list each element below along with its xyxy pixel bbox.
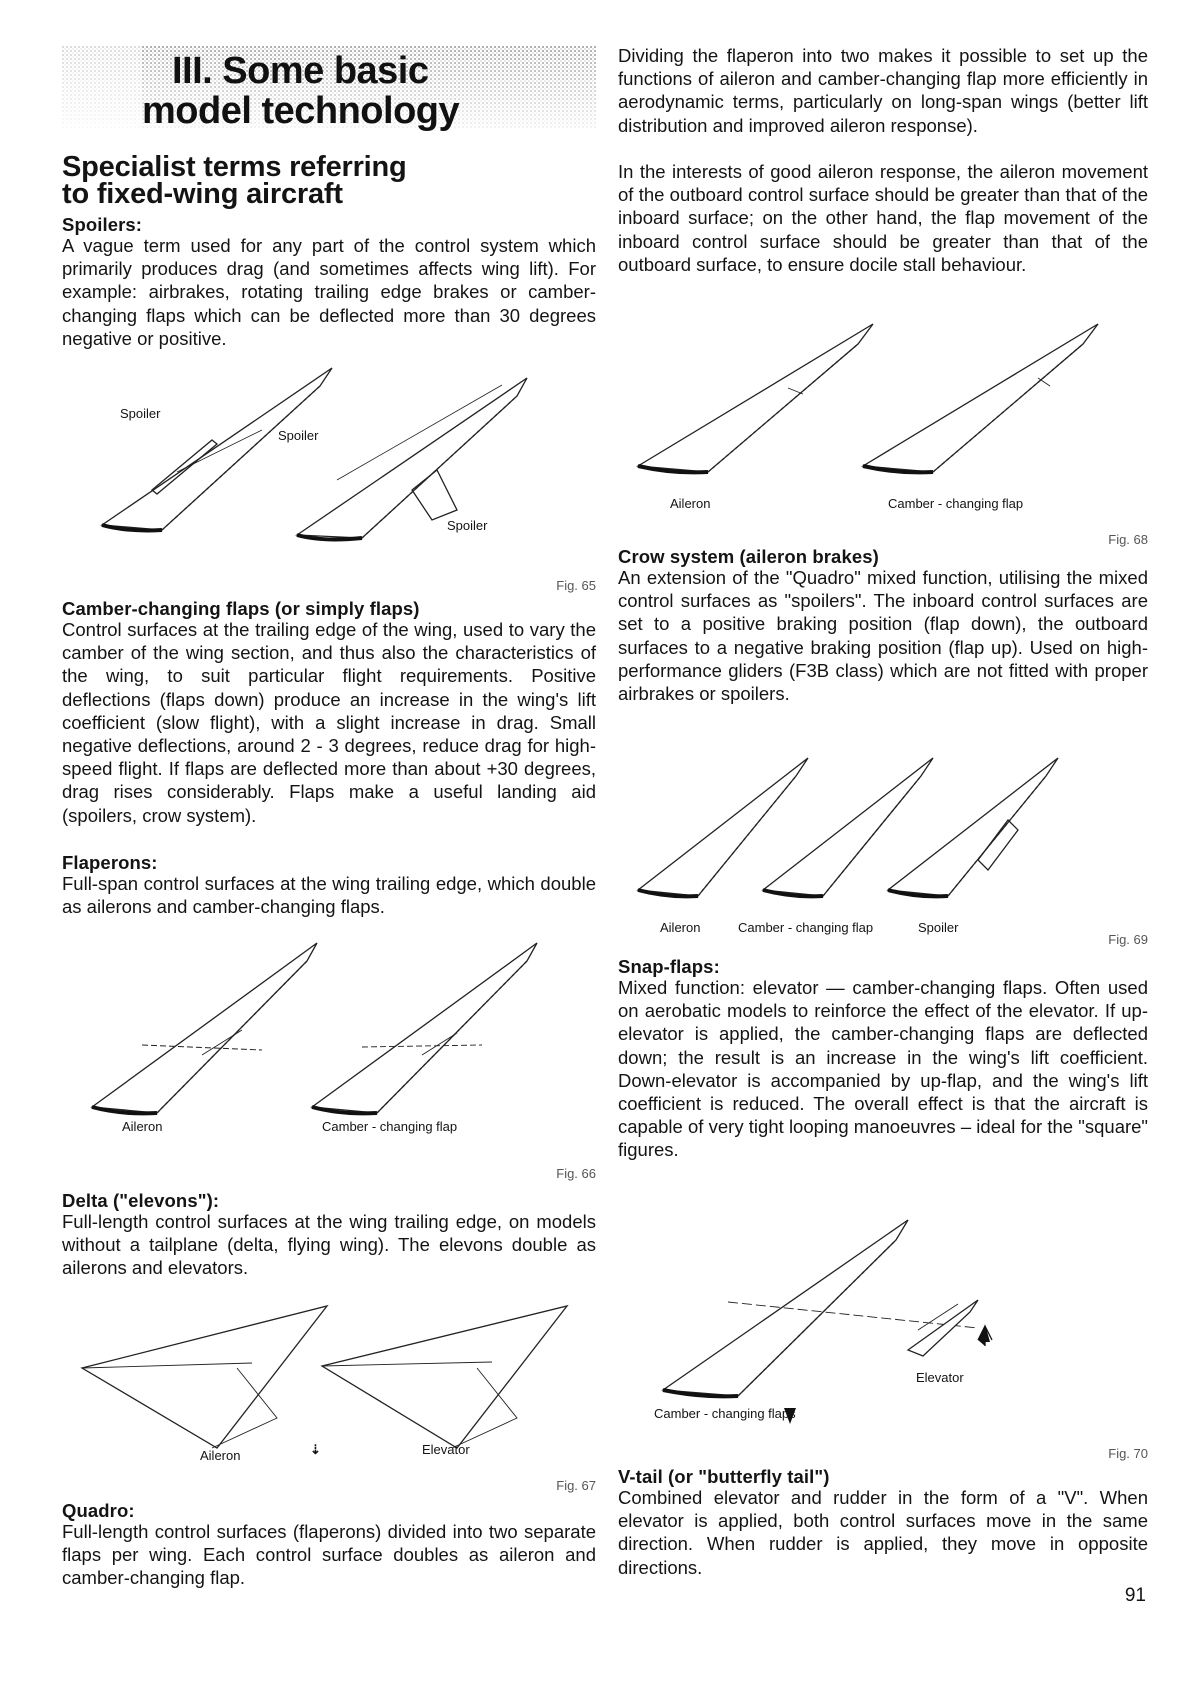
fig70-label-elevator: Elevator (916, 1370, 964, 1385)
wing-1-outline (638, 324, 873, 472)
fig-66-flaperons (62, 935, 596, 1140)
vtail-heading: V-tail (or "butterfly tail") (618, 1466, 830, 1487)
fig70-number: Fig. 70 (1108, 1446, 1148, 1461)
fig-69-crow (618, 750, 1148, 940)
fig69-number: Fig. 69 (1108, 932, 1148, 947)
fig65-label-spoiler-b: Spoiler (278, 428, 319, 443)
camber-heading: Camber-changing flaps (or simply flaps) (62, 598, 420, 619)
delta-text: Full-length control surfaces at the wing trailing edge, on models without a tailplane (delta, flying wing). The elevons double as ailerons and elevators. (62, 1211, 596, 1279)
delta-wing-2 (322, 1306, 567, 1448)
fig67-label-aileron: Aileron (200, 1448, 241, 1463)
crow-text: An extension of the "Quadro" mixed function, utilising the mixed control surfaces as "spoilers". The inboard control surfaces are set to a positive braking position (flap down), the outboard surfaces to a negative braking position (flap up). Used on high-performance gliders (F3B class) which are not fitted with proper airbrakes or spoilers. (618, 567, 1148, 705)
fig67-label-elevator: Elevator (422, 1442, 470, 1457)
fig-68-drawing (618, 316, 1148, 516)
fig66-number: Fig. 66 (556, 1166, 596, 1181)
snap-heading: Snap-flaps: (618, 956, 720, 977)
fig-67-delta (62, 1298, 596, 1468)
fig68-number: Fig. 68 (1108, 532, 1148, 547)
fig-70-snapflaps (618, 1200, 1148, 1420)
wing-1-outline (92, 943, 317, 1113)
fig65-label-spoiler-c: Spoiler (447, 518, 488, 533)
spoilers-heading: Spoilers: (62, 214, 143, 235)
wing-2-outline (312, 943, 537, 1113)
fig-67-drawing (62, 1298, 596, 1468)
fig68-label-aileron: Aileron (670, 496, 711, 511)
fig65-number: Fig. 65 (556, 578, 596, 593)
camber-text: Control surfaces at the trailing edge of the wing, used to vary the camber of the wing section, and thus also the characteristics of the wing, to suit particular flight requirements. Positive deflections (flaps down) produce an increase in the wing's lift coefficient (slow flight), with a slight increase in drag. Small negative deflections, around 2 - 3 degrees, reduce drag for high-speed flight. If flaps are deflected more than about +30 degrees, drag rises considerably. Flaps make a useful landing aid (spoilers, crow system). (62, 619, 596, 826)
fig67-arrow-mark: ⇣ (310, 1442, 321, 1457)
delta-heading: Delta ("elevons"): (62, 1190, 220, 1211)
spoilers-text: A vague term used for any part of the control system which primarily produces drag (and sometimes affects wing lift). For example: airbrakes, rotating trailing edge brakes or camber-changing flaps which can be deflected more than 30 degrees negative or positive. (62, 235, 596, 349)
snap-text: Mixed function: elevator — camber-changing flaps. Often used on aerobatic models to reinforce the effect of the elevator. If up-elevator is applied, the camber-changing flaps are deflected down; the result is an increase in the wing's lift coefficient. Down-elevator is accompanied by up-flap, and the wing's lift coefficient is reduced. The overall effect is that the aircraft is capable of very tight looping manoeuvres – ideal for the "square" figures. (618, 977, 1148, 1161)
section-title-line1: Specialist terms referring (62, 151, 407, 183)
fig-69-drawing (618, 750, 1148, 940)
flaperons-text: Full-span control surfaces at the wing trailing edge, which double as ailerons and camber-changing flaps. (62, 873, 596, 918)
fig66-label-aileron: Aileron (122, 1119, 163, 1134)
tailplane (908, 1300, 978, 1356)
quadro-intro-p1: Dividing the flaperon into two makes it possible to set up the functions of aileron and camber-changing flap more efficiently in aerodynamic terms, particularly on long-span wings (better lift distribution and improved aileron response). (618, 45, 1148, 136)
fig68-label-flap: Camber - changing flap (888, 496, 1024, 511)
wing-1-outline (102, 368, 332, 530)
delta-wing-1 (82, 1306, 327, 1448)
fig66-label-flap: Camber - changing flap (322, 1119, 458, 1134)
fig70-label-flaps: Camber - changing flaps (654, 1406, 796, 1421)
chapter-title-banner (62, 46, 596, 142)
flaperons-heading: Flaperons: (62, 852, 158, 873)
crow-heading: Crow system (aileron brakes) (618, 546, 879, 567)
fig-70-drawing (618, 1200, 1148, 1420)
chapter-title-line2: model technology (142, 90, 460, 132)
fig69-label-aileron: Aileron (660, 920, 701, 935)
section-title (62, 151, 596, 210)
fig-65-drawing (62, 360, 596, 590)
quadro-intro-p2: In the interests of good aileron response, the aileron movement of the outboard control surface should be greater than that of the inboard surface; on the other hand, the flap movement of the inboard control surface should be greater than that of the outboard surface, to ensure docile stall behaviour. (618, 161, 1148, 275)
fig67-number: Fig. 67 (556, 1478, 596, 1493)
page-number: 91 (1124, 1585, 1146, 1606)
quadro-text: Full-length control surfaces (flaperons) divided into two separate flaps per wing. Each control surface doubles as aileron and camber-changing flap. (62, 1521, 596, 1589)
vtail-text: Combined elevator and rudder in the form of a "V". When elevator is applied, both control surfaces move in the same direction. When rudder is applied, they move in opposite directions. (618, 1487, 1148, 1578)
wing-2-outline (863, 324, 1098, 472)
chapter-title-line1: III. Some basic (172, 50, 429, 92)
fig65-label-spoiler-a: Spoiler (120, 406, 161, 421)
fig-66-drawing (62, 935, 596, 1140)
wing-2-outline (297, 378, 527, 538)
fig69-label-spoiler: Spoiler (918, 920, 959, 935)
fig-65-spoilers (62, 360, 596, 590)
quadro-heading: Quadro: (62, 1500, 135, 1521)
fig69-label-flap: Camber - changing flap (738, 920, 874, 935)
section-title-line2: to fixed-wing aircraft (62, 178, 343, 210)
fig-68-quadro (618, 316, 1148, 516)
